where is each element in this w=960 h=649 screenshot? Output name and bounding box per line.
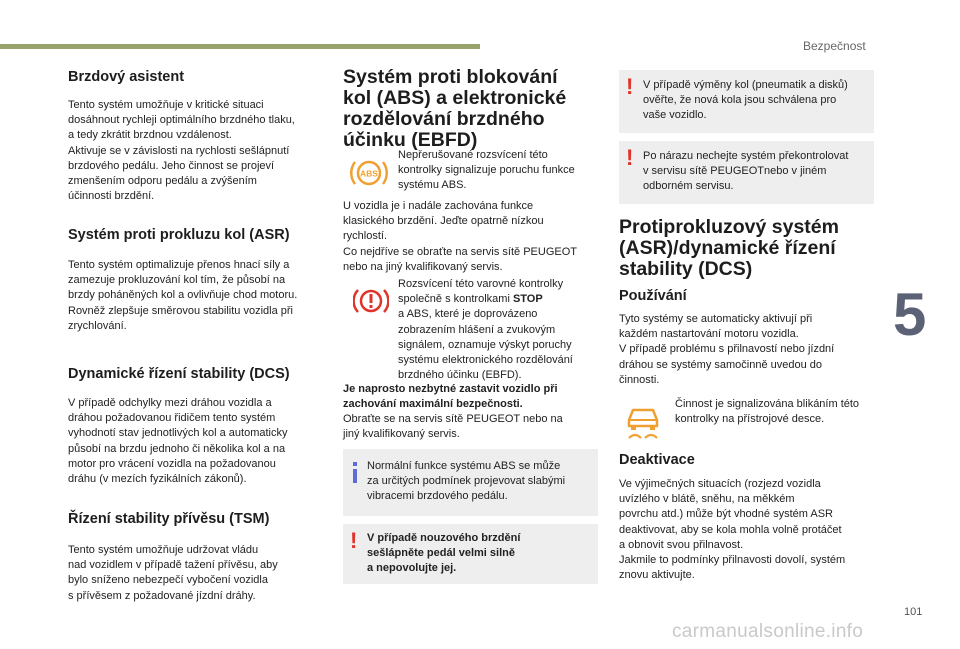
warning-note-after-impact: ! Po nárazu nechejte systém překontrolovat v servisu sítě PEUGEOTnebo v jiném odborném servisu.: [619, 141, 874, 204]
heading-tsm: Řízení stability přívěsu (TSM): [68, 511, 270, 527]
text-dcs: V případě odchylky mezi dráhou vozidla a dráhou požadovanou řidičem tento systém vyhodnotí stav jednotlivých kol a automaticky působí na brzdu jednoho či několika kol a na motor pro vrácení vozidla na požadovanou dráhu (v mezích fyzikálních zákonů).: [68, 397, 288, 486]
heading-abs-ebfd: Systém proti blokování kol (ABS) a elektronické rozdělování brzdného účinku (EBFD): [343, 66, 567, 151]
info-icon: [353, 469, 357, 483]
text-stop-plain: Obraťte se na servis sítě PEUGEOT nebo na jiný kvalifikovaný servis.: [343, 413, 563, 441]
column-2: [343, 0, 603, 649]
text-deactivation: Ve výjimečných situacích (rozjezd vozidla uvízlého v blátě, sněhu, na měkkém povrchu atd.) může být vhodné systém ASR deaktivovat, aby se kola mohla volně protáčet a obnovit svou přilnavost. Jakmile to podmínky přilnavosti dovolí, systém znovu aktivujte.: [619, 478, 846, 582]
text-asr: Tento systém optimalizuje přenos hnací síly a zamezuje prokluzování kol tím, že působí na brzdy poháněných kol a ovlivňuje chod motoru. Rovněž zlepšuje směrovou stabilitu vozidla při zrychlování.: [68, 259, 298, 332]
chapter-number: 5: [893, 281, 927, 348]
heading-asr-dcs: Protiprokluzový systém (ASR)/dynamické řízení stability (DCS): [619, 216, 839, 280]
text-tsm: Tento systém umožňuje udržovat vládu nad vozidlem v případě tažení přívěsu, aby bylo sníženo nebezpečí vybočení vozidla s přívěsem z požadované jízdní dráhy.: [68, 544, 278, 602]
text-dcs-icon: Činnost je signalizována blikáním této kontrolky na přístrojové desce.: [675, 398, 860, 426]
exclamation-icon: !: [626, 145, 634, 170]
warning-note-tyre-change: ! V případě výměny kol (pneumatik a disků) ověřte, že nová kola jsou schválena pro vaše vozidlo.: [619, 70, 874, 133]
text-abs-icon: Nepřerušované rozsvícení této kontrolky signalizuje poruchu funkce systému ABS.: [398, 149, 575, 192]
heading-deactivation: Deaktivace: [619, 452, 695, 468]
heading-asr: Systém proti prokluzu kol (ASR): [68, 227, 290, 243]
brake-warning-icon: [353, 285, 389, 322]
heading-usage: Používání: [619, 288, 687, 304]
text-brake-assist: Tento systém umožňuje v kritické situaci dosáhnout rychleji optimálního brzdného tlaku, a tedy zkrátit brzdnou vzdálenost. Aktivuje se v závislosti na rychlosti sešlápnutí brzdového pedálu. Jeho činnost se projeví zmenšením odporu pedálu a zvýšením účinnosti brzdění.: [68, 99, 295, 203]
warning-note-emergency-braking: ! V případě nouzového brzdění sešlápněte pedál velmi silně a nepovolujte jej.: [343, 524, 598, 584]
text-stop-icon: Rozsvícení této varovné kontrolky společně s kontrolkami STOP a ABS, které je doprovázeno zobrazením hlášení a zvukovým signálem, oznamuje výskyt poruchy systému elektronického rozdělování brzdného účinku (EBFD).: [398, 278, 573, 382]
dcs-warning-icon: [623, 402, 663, 445]
heading-brake-assist: Brzdový asistent: [68, 69, 185, 85]
heading-dcs: Dynamické řízení stability (DCS): [68, 366, 290, 382]
page-number: 101: [904, 606, 923, 618]
exclamation-icon: !: [626, 74, 634, 99]
text-stop-bold: Je naprosto nezbytné zastavit vozidlo při zachování maximální bezpečnosti.: [343, 383, 558, 411]
section-label: Bezpečnost: [803, 39, 866, 53]
column-3: [619, 0, 879, 649]
abs-warning-icon: [349, 156, 389, 195]
exclamation-icon: !: [350, 528, 358, 553]
text-usage: Tyto systémy se automaticky aktivují při každém nastartování motoru vozidla. V případě problému s přilnavostí nebo jízdní dráhou se systémy samočinně uvedou do činnosti.: [619, 313, 835, 386]
column-1: [68, 0, 328, 649]
info-note-abs-vibration: Normální funkce systému ABS se může za určitých podmínek projevovat slabými vibracemi brzdového pedálu.: [343, 449, 598, 516]
text-abs-body: U vozidla je i nadále zachována funkce klasického brzdění. Jeďte opatrně nízkou rychlostí. Co nejdříve se obraťte na servis sítě PEUGEOT nebo na jiný kvalifikovaný servis.: [343, 200, 577, 273]
watermark: carmanualsonline.info: [672, 621, 864, 642]
abs-icon-label: ABS: [360, 168, 378, 179]
